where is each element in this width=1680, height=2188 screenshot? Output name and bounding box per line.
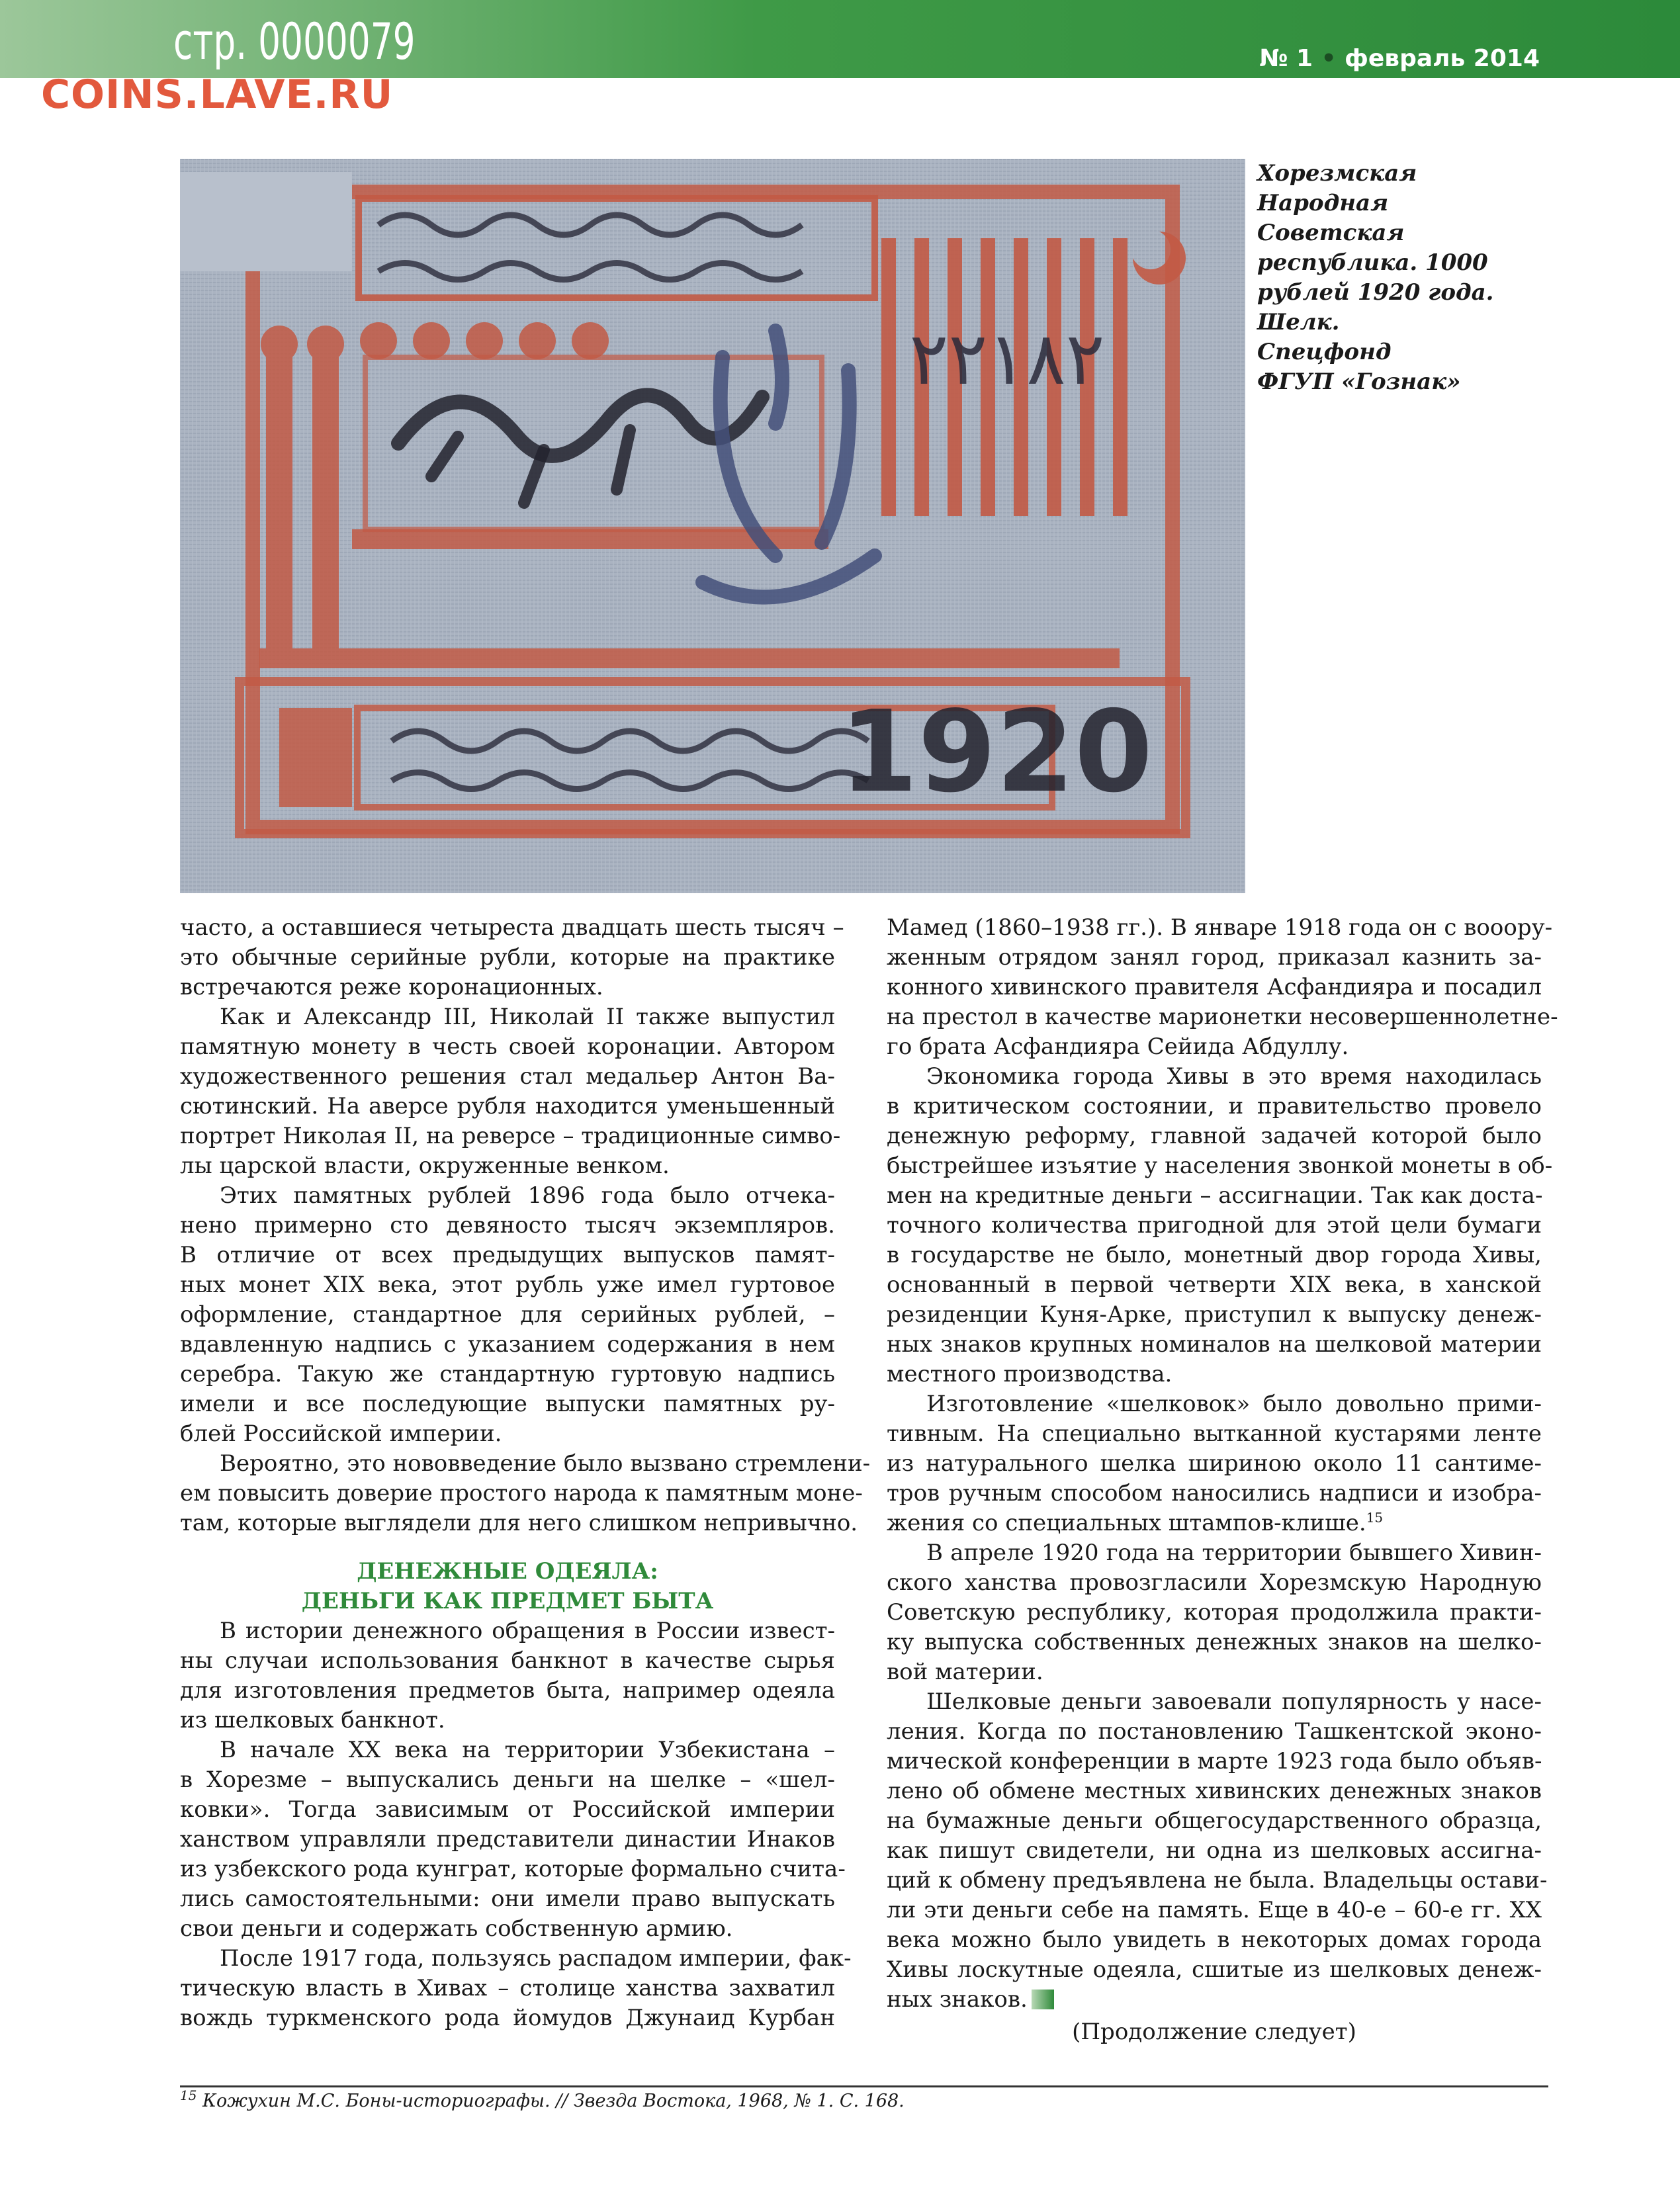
footnote-text: Кожухин М.С. Боны-историографы. // Звезда Востока, 1968, № 1. С. 168. [202, 2091, 905, 2111]
section-heading: ДЕНЕЖНЫЕ ОДЕЯЛА: ДЕНЬГИ КАК ПРЕДМЕТ БЫТА [301, 1558, 714, 1614]
caption-line: Хорезмская [1257, 160, 1417, 187]
paragraph: После 1917 года, пользуясь распадом империи, фак- тическую власть в Хивах – столице ханства захватил вождь туркменского рода йомудов Джунаид Курбан [180, 1945, 852, 2031]
paragraph: Мамед (1860–1938 гг.). В январе 1918 года он с вооору- женным отрядом занял город, приказал казнить за- конного хивинского правителя Асфандияра и посадил на престол в качестве марионетки несовершеннолетне- го брата Асфандияра Сейида Абдуллу. [887, 914, 1558, 1060]
issue-date: февраль 2014 [1345, 45, 1540, 72]
banknote-photo [180, 159, 1245, 893]
paragraph: Шелковые деньги завоевали популярность у насе- ления. Когда по постановлению Ташкентской эконо- мической конференции в марте 1923 года было объяв- лено об обмене местных хивинских денежных знаков на бумажные деньги общегосударственного образца, как пишут свидетели, ни одна из шелковых ассигна- ций к обмену предъявлена не была. Владельцы остави- ли эти деньги себе на память. Еще в 40-е – 60-е гг. XX века можно было увидеть в некоторых домах города Хивы лоскутные одеяла, сшитые из шелковых денеж- ных знаков. [887, 1688, 1548, 2013]
footnote-number: 15 [180, 2087, 197, 2103]
left-column [180, 913, 871, 2033]
end-of-article-mark [1032, 1990, 1054, 2009]
banknote-year: 1920 [839, 687, 1153, 818]
paragraph: Изготовление «шелковок» было довольно прими- тивным. На специально вытканной кустарями ленте из натурального шелка шириною около 11 сантиме- тров ручным способом наносились надписи и изобра- жения со специальных штампов-клише.$^{15}$ [887, 1391, 1542, 1536]
header-bar [0, 0, 1680, 78]
issue-separator: • [1321, 45, 1337, 72]
site-watermark: COINS.LAVE.RU [41, 71, 394, 118]
caption-line: Шелк. [1257, 309, 1340, 335]
figure-caption [1257, 159, 1495, 397]
paragraph: В начале XX века на территории Узбекистана – в Хорезме – выпускались деньги на шелке – «шел- ковки». Тогда зависимым от Российской империи ханством управляли представители династии Инаков из узбекского рода кунграт, которые формально счита- лись самостоятельными: они имели право выпускать свои деньги и содержать собственную армию. [180, 1737, 846, 1942]
page-label: стр. 0000079 [173, 12, 416, 71]
paragraph: Вероятно, это нововведение было вызвано стремлени- ем повысить доверие простого народа к памятным моне- там, которые выглядели для него слишком непривычно. [180, 1450, 871, 1536]
paragraph: Экономика города Хивы в это время находилась в критическом состоянии, и правительство провело денежную реформу, главной задачей которой было быстрейшее изъятие у населения звонкой монеты в об- мен на кредитные деньги – ассигнации. Так как доста- точного количества пригодной для этой цели бумаги в государстве не было, монетный двор города Хивы, основанный в первой четверти XIX века, в ханской резиденции Куня-Арке, приступил к выпуску денеж- ных знаков крупных номиналов на шелковой материи местного производства. [887, 1063, 1553, 1387]
caption-line: Советская [1257, 220, 1405, 246]
caption-line: республика. 1000 [1257, 249, 1488, 276]
paragraph: В истории денежного обращения в России извест- ны случаи использования банкнот в качестве сырья для изготовления предметов быта, например одеяла из шелковых банкнот. [180, 1618, 835, 1733]
corner-stamp-area [180, 172, 352, 271]
caption-line: рублей 1920 года. [1257, 279, 1494, 306]
right-column [887, 913, 1558, 2047]
caption-line: Спецфонд [1257, 339, 1392, 365]
footnote-ref: 15 [1366, 1509, 1384, 1526]
serial-number: ٢٢١٨٢ [909, 316, 1105, 401]
paragraph: В апреле 1920 года на территории бывшего Хивин- ского ханства провозгласили Хорезмскую Народную Советскую республику, которая продолжила практи- ку выпуска собственных денежных знаков на шелко- вой материи. [887, 1540, 1542, 1685]
footnote-rule [180, 2085, 1548, 2087]
paragraph: часто, а оставшиеся четыреста двадцать шесть тысяч – это обычные серийные рубли, которые на практике встречаются реже коронационных. [180, 914, 844, 1000]
issue-info [1259, 45, 1540, 72]
footnote [180, 2087, 905, 2111]
paragraph: Как и Александр III, Николай II также выпустил памятную монету в честь своей коронации. Автором художественного решения стал медальер Антон Ва- сютинский. На аверсе рубля находится уменьшенный портрет Николая II, на реверсе – традиционные симво- лы царской власти, окруженные венком. [180, 1004, 841, 1179]
issue-number: № 1 [1259, 45, 1313, 72]
continued-note: (Продолжение следует) [1072, 2019, 1356, 2045]
paragraph: Этих памятных рублей 1896 года было отчека- нено примерно сто девяносто тысяч экземпляров. В отличие от всех предыдущих выпусков памят- ных монет XIX века, этот рубль уже имел гуртовое оформление, стандартное для серийных рублей, – вдавленную надпись с указанием содержания в нем серебра. Такую же стандартную гуртовую надпись имели и все последующие выпуски памятных ру- блей Российской империи. [180, 1182, 835, 1447]
caption-line: Народная [1257, 190, 1389, 216]
caption-line: ФГУП «Гознак» [1257, 369, 1461, 395]
